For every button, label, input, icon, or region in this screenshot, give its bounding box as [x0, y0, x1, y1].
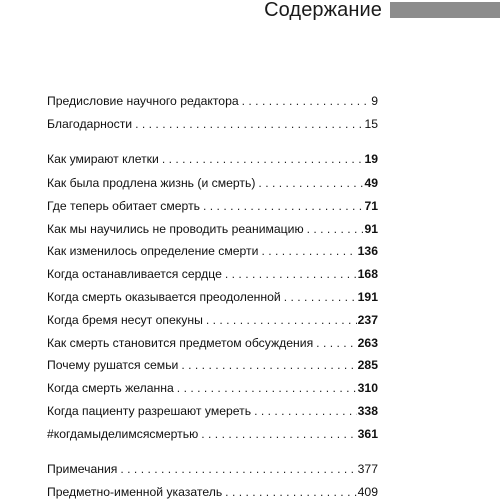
toc-entry-page: 338 [357, 404, 378, 418]
toc-entry-page: 237 [357, 313, 378, 327]
toc-entry-chapter-2[interactable] [47, 175, 378, 191]
page-title: Содержание [264, 0, 382, 21]
toc-entry-label: Как мы научились не проводить реанимацию [47, 222, 304, 236]
toc-entry-label: Когда пациенту разрешают умереть [47, 404, 252, 418]
toc-entry-preface[interactable] [47, 93, 378, 109]
toc-entry-page: 49 [364, 176, 378, 190]
toc-entry-page: 15 [364, 117, 378, 131]
toc-leader-dots [307, 221, 364, 237]
toc-entry-page: 361 [357, 427, 378, 441]
toc-leader-dots [225, 266, 357, 282]
toc-entry-label: Предисловие научного редактора [47, 94, 239, 108]
toc-entry-label: Как изменилось определение смерти [47, 244, 259, 258]
toc-leader-dots [254, 403, 357, 419]
toc-entry-page: 71 [364, 199, 378, 213]
toc-entry-chapter-11[interactable] [47, 380, 378, 396]
toc-entry-chapter-8[interactable] [47, 312, 378, 328]
toc-leader-dots [284, 289, 357, 305]
toc-leader-dots [203, 198, 363, 214]
toc-leader-dots [261, 243, 356, 259]
toc-entry-label: Как умирают клетки [47, 152, 159, 166]
toc-entry-page: 285 [357, 358, 378, 372]
toc-entry-page: 263 [357, 336, 378, 350]
toc-entry-chapter-13[interactable] [47, 426, 378, 442]
toc-leader-dots [201, 426, 356, 442]
page-header [0, 0, 500, 24]
toc-leader-dots [177, 380, 357, 396]
toc-entry-chapter-1[interactable] [47, 151, 378, 167]
toc-entry-page: 377 [357, 462, 378, 476]
toc-entry-chapter-10[interactable] [47, 357, 378, 373]
toc-entry-label: Как была продлена жизнь (и смерть) [47, 176, 256, 190]
toc-entry-chapter-12[interactable] [47, 403, 378, 419]
toc-entry-label: Предметно-именной указатель [47, 485, 223, 499]
toc-leader-dots [206, 312, 357, 328]
toc-entry-page: 409 [357, 485, 378, 499]
toc-entry-label: Где теперь обитает смерть [47, 199, 200, 213]
toc-leader-dots [181, 357, 356, 373]
toc-leader-dots [242, 93, 371, 109]
toc-entry-label: Примечания [47, 462, 118, 476]
toc-entry-label: Когда смерть оказывается преодоленной [47, 290, 281, 304]
toc-entry-acknowledgements[interactable] [47, 116, 378, 132]
toc-leader-dots [258, 175, 363, 191]
toc-entry-label: Когда останавливается сердце [47, 267, 222, 281]
toc-entry-page: 310 [357, 381, 378, 395]
toc-entry-page: 168 [357, 267, 378, 281]
title-decoration-bar [390, 2, 500, 18]
toc-leader-dots [135, 116, 363, 132]
toc-entry-page: 91 [364, 222, 378, 236]
toc-entry-label: Когда смерть желанна [47, 381, 174, 395]
toc-entry-index[interactable] [47, 484, 378, 500]
toc-entry-label: Когда бремя несут опекуны [47, 313, 203, 327]
toc-entry-chapter-4[interactable] [47, 221, 378, 237]
toc-entry-chapter-6[interactable] [47, 266, 378, 282]
toc-entry-chapter-3[interactable] [47, 198, 378, 214]
toc-leader-dots [316, 335, 356, 351]
toc-entry-label: Как смерть становится предметом обсуждения [47, 336, 314, 350]
toc-entry-label: Почему рушатся семьи [47, 358, 179, 372]
toc-leader-dots [162, 151, 364, 167]
toc-entry-label: Благодарности [47, 117, 133, 131]
toc-entry-label: #когдамыделимсясмертью [47, 427, 199, 441]
toc-entry-page: 191 [357, 290, 378, 304]
toc-entry-chapter-5[interactable] [47, 243, 378, 259]
toc-entry-chapter-7[interactable] [47, 289, 378, 305]
toc-leader-dots [120, 461, 356, 477]
toc-entry-page: 19 [364, 152, 378, 166]
toc-entry-page: 136 [357, 244, 378, 258]
toc-entry-page: 9 [371, 94, 378, 108]
toc-entry-chapter-9[interactable] [47, 335, 378, 351]
toc-entry-notes[interactable] [47, 461, 378, 477]
toc-leader-dots [225, 484, 356, 500]
